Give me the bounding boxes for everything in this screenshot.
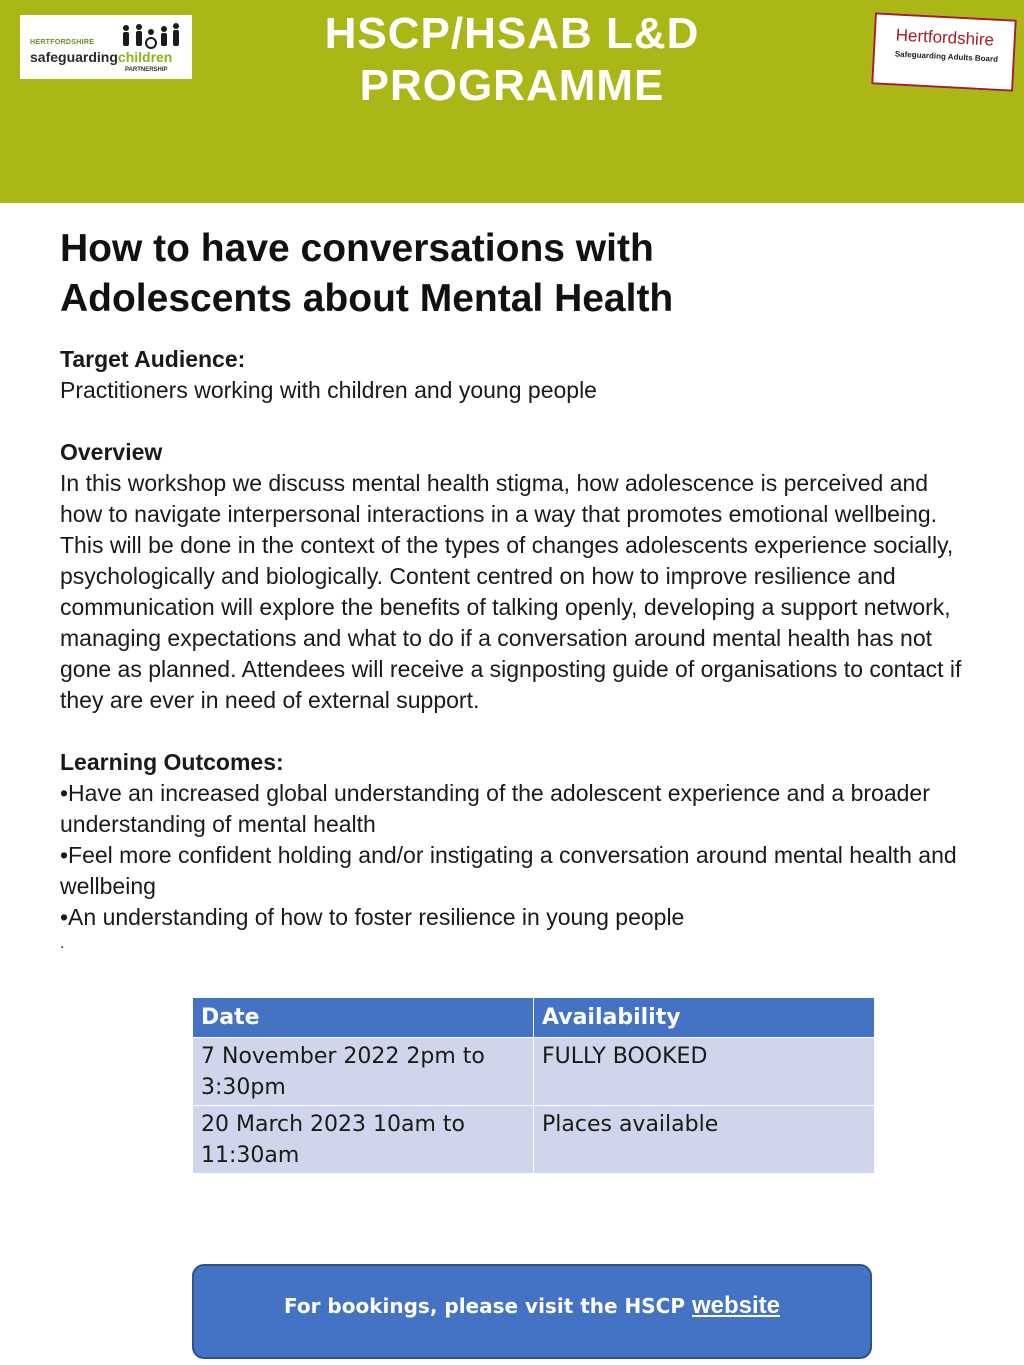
outcomes-heading: Learning Outcomes:: [60, 749, 284, 775]
booking-banner: [192, 1264, 872, 1359]
session-date: 7 November 2022 2pm to 3:30pm: [193, 1038, 534, 1106]
table-row: [193, 1038, 875, 1106]
overview-heading: Overview: [60, 439, 163, 465]
audience-text: Practitioners working with children and young people: [60, 377, 597, 403]
hsab-logo-board: Safeguarding Adults Board: [894, 49, 999, 64]
hscp-logo-partnership: PARTNERSHIP: [125, 67, 168, 73]
hscp-logo: [20, 15, 192, 79]
programme-title: [220, 8, 804, 112]
trailing-dot: .: [60, 935, 65, 952]
booking-text: For bookings, please visit the HSCP: [283, 1294, 692, 1318]
availability-column-header: Availability: [534, 998, 875, 1038]
people-figures-icon: [120, 23, 182, 49]
session-availability: Places available: [534, 1106, 875, 1174]
hscp-logo-name: safeguardingchildren: [30, 49, 173, 65]
hscp-logo-county: HERTFORDSHIRE: [30, 39, 95, 46]
programme-title-line2: PROGRAMME: [359, 61, 665, 110]
hscp-website-link[interactable]: website: [691, 1292, 781, 1319]
course-body: [60, 344, 970, 955]
outcome-item: •An understanding of how to foster resilience in young people: [60, 904, 685, 930]
audience-heading: Target Audience:: [60, 346, 246, 372]
table-header-row: [193, 998, 875, 1038]
overview-text: In this workshop we discuss mental health stigma, how adolescence is perceived and how to navigate interpersonal interactions in a way that promotes emotional wellbeing. This will be done in the context of the types of changes adolescents experience socially, psychologically and biologically. Content centred on how to improve resilience and communication will explore the benefits of talking openly, developing a support network, managing expectations and what to do if a conversation around mental health has not gone as planned. Attendees will receive a signposting guide of organisations to contact if they are ever in need of external support.: [60, 470, 962, 713]
hsab-logo-name: Hertfordshire: [895, 25, 995, 50]
date-column-header: Date: [193, 998, 534, 1038]
booking-text-container: [194, 1292, 870, 1320]
session-availability: FULLY BOOKED: [534, 1038, 875, 1106]
outcome-item: •Feel more confident holding and/or instigating a conversation around mental health and wellbeing: [60, 842, 957, 899]
hsab-logo: [871, 12, 1017, 91]
course-title-line2: Adolescents about Mental Health: [60, 277, 674, 320]
programme-title-line1: HSCP/HSAB L&D: [324, 9, 700, 58]
schedule-table: [192, 997, 875, 1174]
header-banner: [0, 0, 1024, 203]
course-title: [60, 224, 960, 324]
outcome-item: •Have an increased global understanding of the adolescent experience and a broader understanding of mental health: [60, 780, 930, 837]
session-date: 20 March 2023 10am to 11:30am: [193, 1106, 534, 1174]
table-row: [193, 1106, 875, 1174]
course-title-line1: How to have conversations with: [60, 227, 654, 270]
